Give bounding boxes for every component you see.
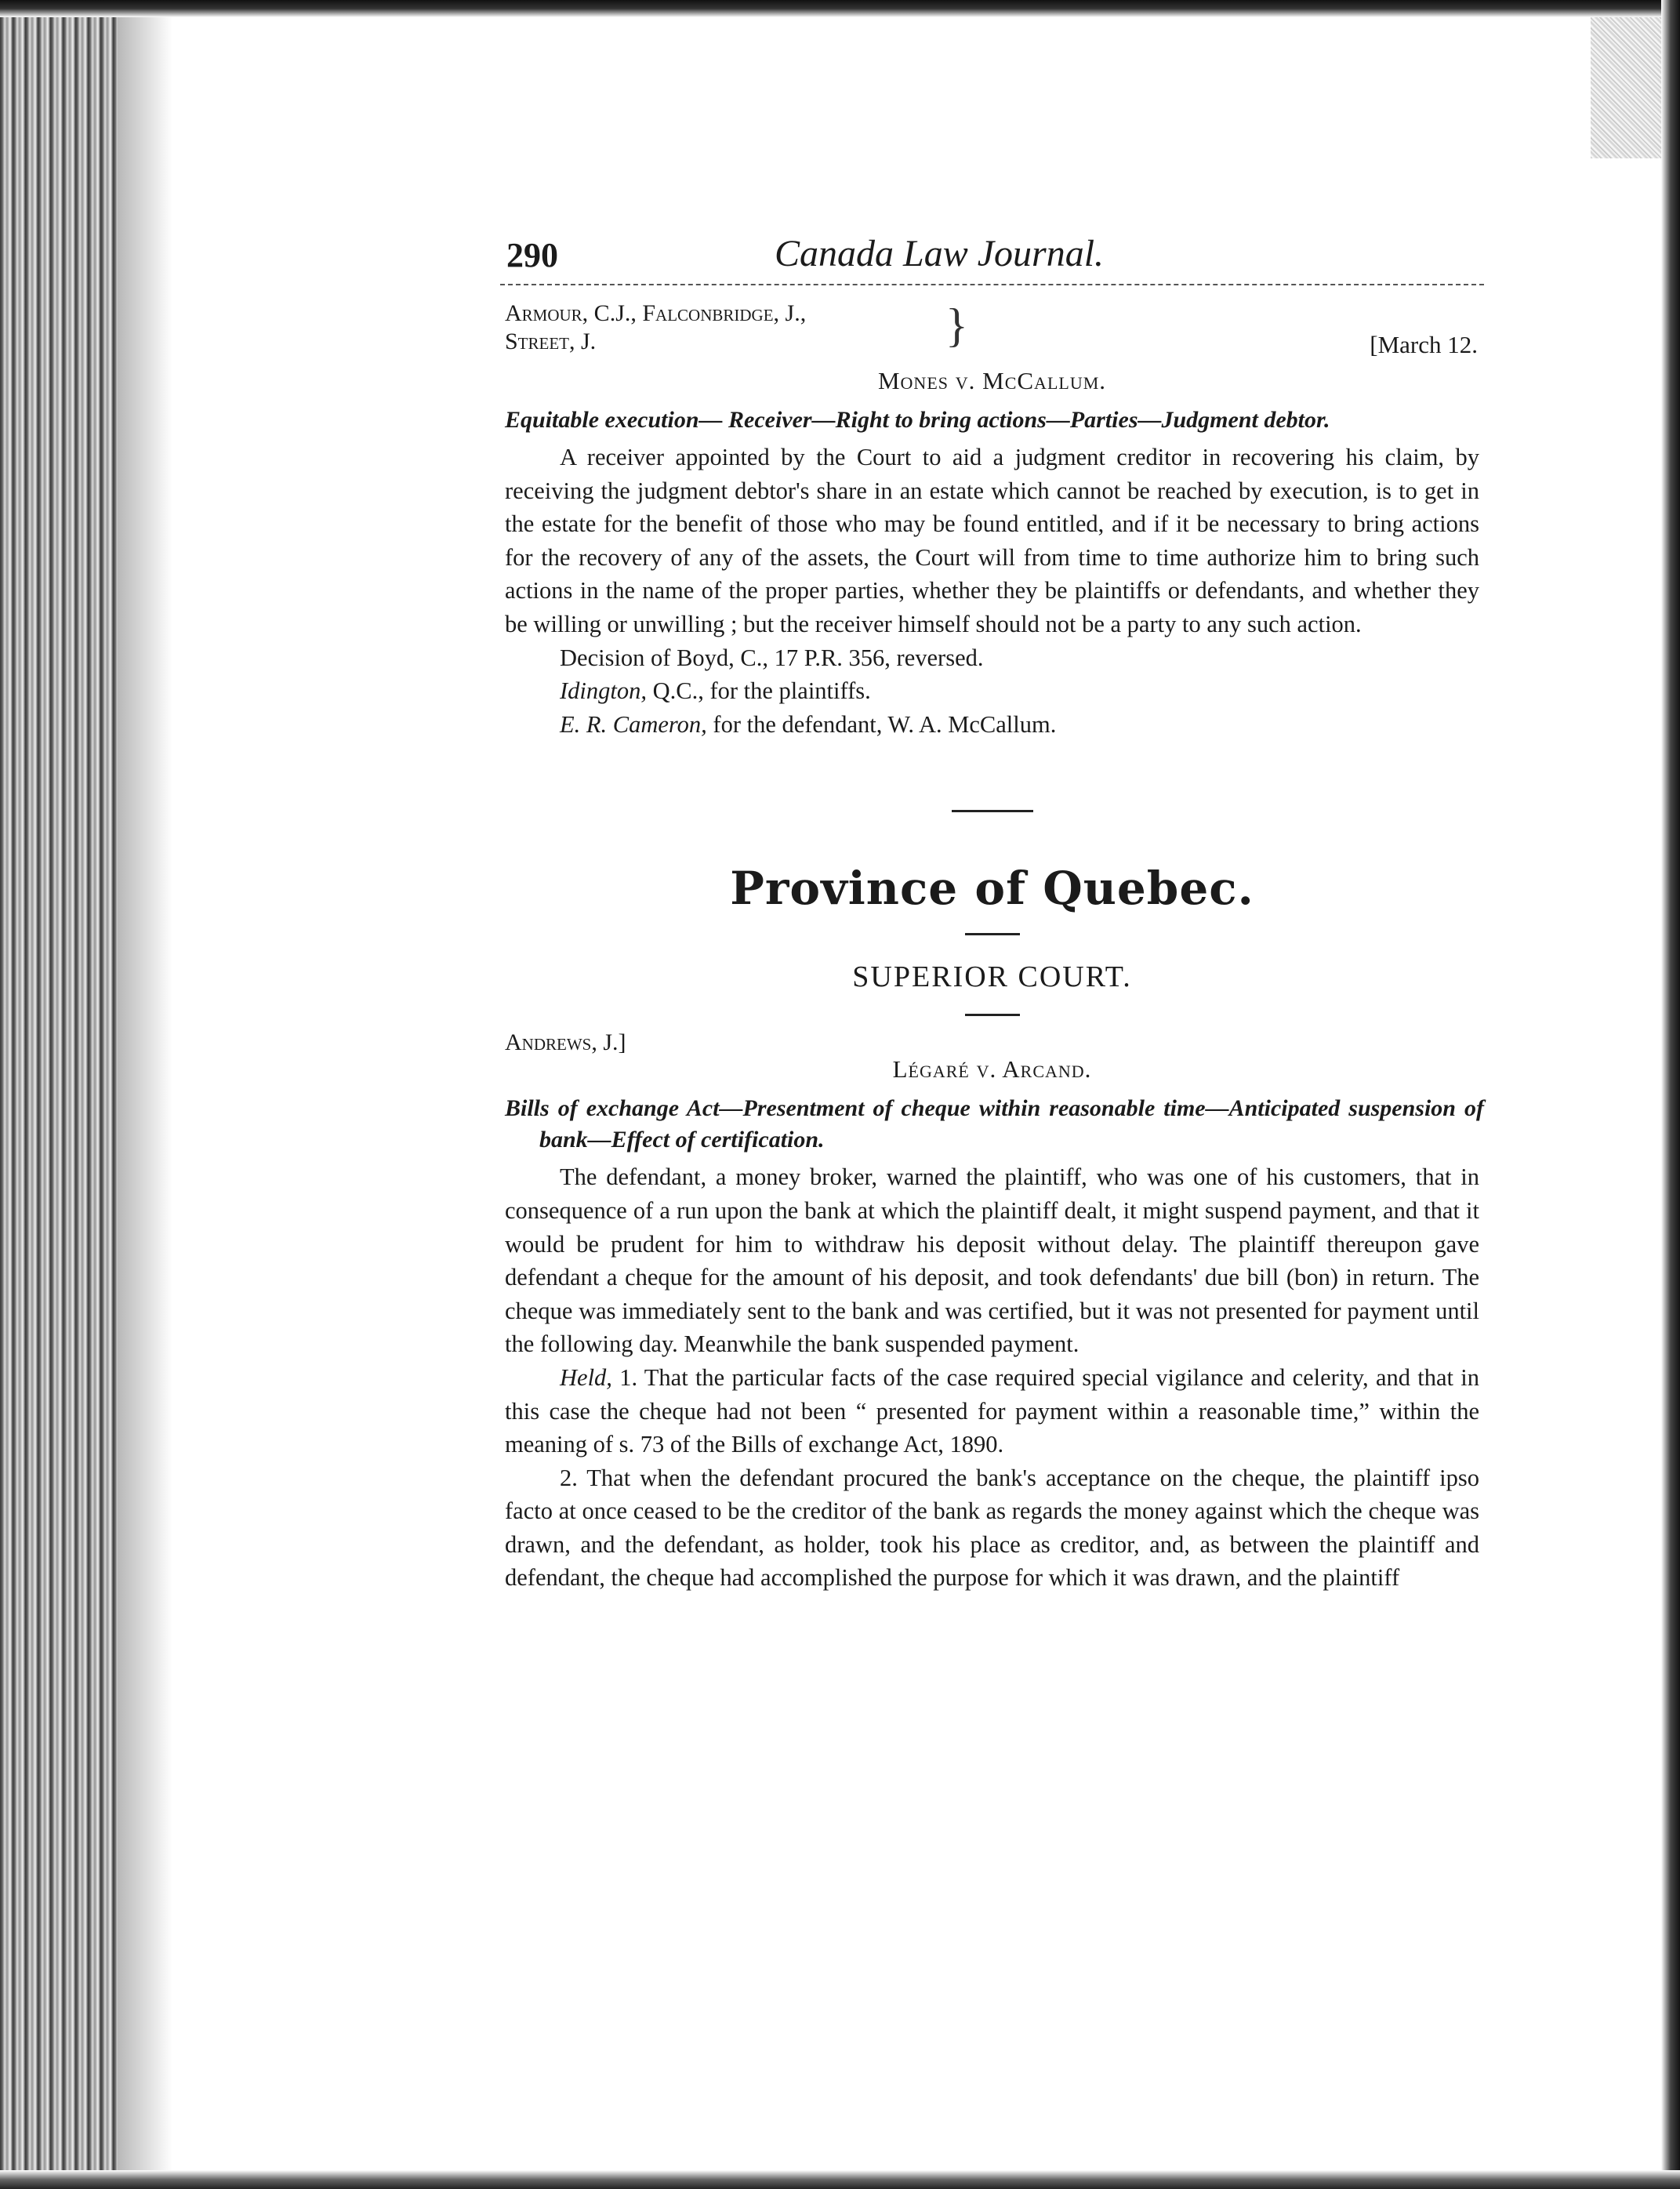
province-heading: Province of Quebec. bbox=[730, 862, 1254, 916]
journal-page bbox=[500, 235, 1484, 1595]
case1-judges-line1: Armour, C.J., Falconbridge, J., bbox=[505, 300, 807, 326]
counsel1-rest: Q.C., for the plaintiffs. bbox=[646, 677, 871, 705]
case2-title: Légaré v. Arcand. bbox=[892, 1055, 1092, 1084]
scan-edge-bottom bbox=[0, 2170, 1680, 2189]
case2-judge: Andrews, J.] bbox=[505, 1029, 626, 1056]
scan-edge-left bbox=[0, 0, 118, 2189]
journal-title: Canada Law Journal. bbox=[775, 233, 1105, 274]
scan-corner-noise bbox=[1591, 17, 1661, 158]
scan-edge-right bbox=[1661, 0, 1680, 2189]
court-heading: SUPERIOR COURT. bbox=[852, 960, 1132, 994]
held-label: Held, bbox=[560, 1363, 612, 1391]
scan-edge-top bbox=[0, 0, 1680, 17]
brace-glyph: } bbox=[945, 299, 968, 351]
case2-headnote: Bills of exchange Act—Presentment of cheque within reasonable time—Anticipated suspension of bank—Effect of certification. bbox=[505, 1095, 1484, 1153]
running-head bbox=[500, 235, 1484, 285]
case1-counsel-plaintiffs bbox=[500, 674, 1484, 708]
case1-judges bbox=[505, 299, 806, 356]
counsel2-name: E. R. Cameron, bbox=[560, 710, 707, 738]
scan-shadow-left bbox=[118, 0, 172, 2189]
counsel2-rest: for the defendant, W. A. McCallum. bbox=[706, 710, 1057, 738]
case2-para3: 2. That when the defendant procured the bank's acceptance on the cheque, the plaintiff ipso facto at once ceased to be the creditor of the bank as regards the money against which the cheque was drawn, and the defendant, as holder, took his place as creditor, and, as between the plaintiff and defendant, the cheque had accomplished the purpose for which it was drawn, and the plaintiff bbox=[505, 1464, 1479, 1592]
case1-body: A receiver appointed by the Court to aid a judgment creditor in recovering his claim, by receiving the judgment debtor's share in an estate which cannot be reached by execution, is to get in the estate for the benefit of those who may be found entitled, and if it be necessary to bring actions for the recovery of any of the assets, the Court will from time to time authorize him to bring such actions in the name of the proper parties, whether they be plaintiffs or defendants, and whether they be willing or unwilling ; but the receiver himself should not be a party to any such action. bbox=[505, 444, 1479, 637]
case1-judges-line2: Street, J. bbox=[505, 329, 597, 354]
case1-judges-row bbox=[500, 299, 1484, 375]
case1-counsel-defendant bbox=[500, 708, 1484, 742]
case1-headnote: Equitable execution— Receiver—Right to bring actions—Parties—Judgment debtor. bbox=[505, 407, 1330, 433]
case2-para2-text: 1. That the particular facts of the case required special vigilance and celerity, and that in this case the cheque had not been “ presented for payment within a reasonable time,” within the meaning of s. 73 of the Bills of exchange Act, 1890. bbox=[505, 1363, 1479, 1458]
case1-title: Mones v. McCallum. bbox=[877, 367, 1107, 394]
case2-para1: The defendant, a money broker, warned the plaintiff, who was one of his customers, that in consequence of a run upon the bank at which the plaintiff dealt, it might suspend payment, and that it would be prudent for him to withdraw his deposit without delay. The plaintiff thereupon gave defendant a cheque for the amount of his deposit, and took defendants' due bill (bon) in return. The cheque was immediately sent to the bank and was certified, but it was not presented for payment until the following day. Meanwhile the bank suspended payment. bbox=[505, 1163, 1479, 1358]
case1-date: [March 12. bbox=[1370, 331, 1478, 358]
counsel1-name: Idington, bbox=[560, 677, 647, 705]
case1-decision: Decision of Boyd, C., 17 P.R. 356, reversed. bbox=[560, 644, 984, 671]
case2-para2 bbox=[505, 1361, 1479, 1461]
page-number: 290 bbox=[506, 236, 558, 274]
